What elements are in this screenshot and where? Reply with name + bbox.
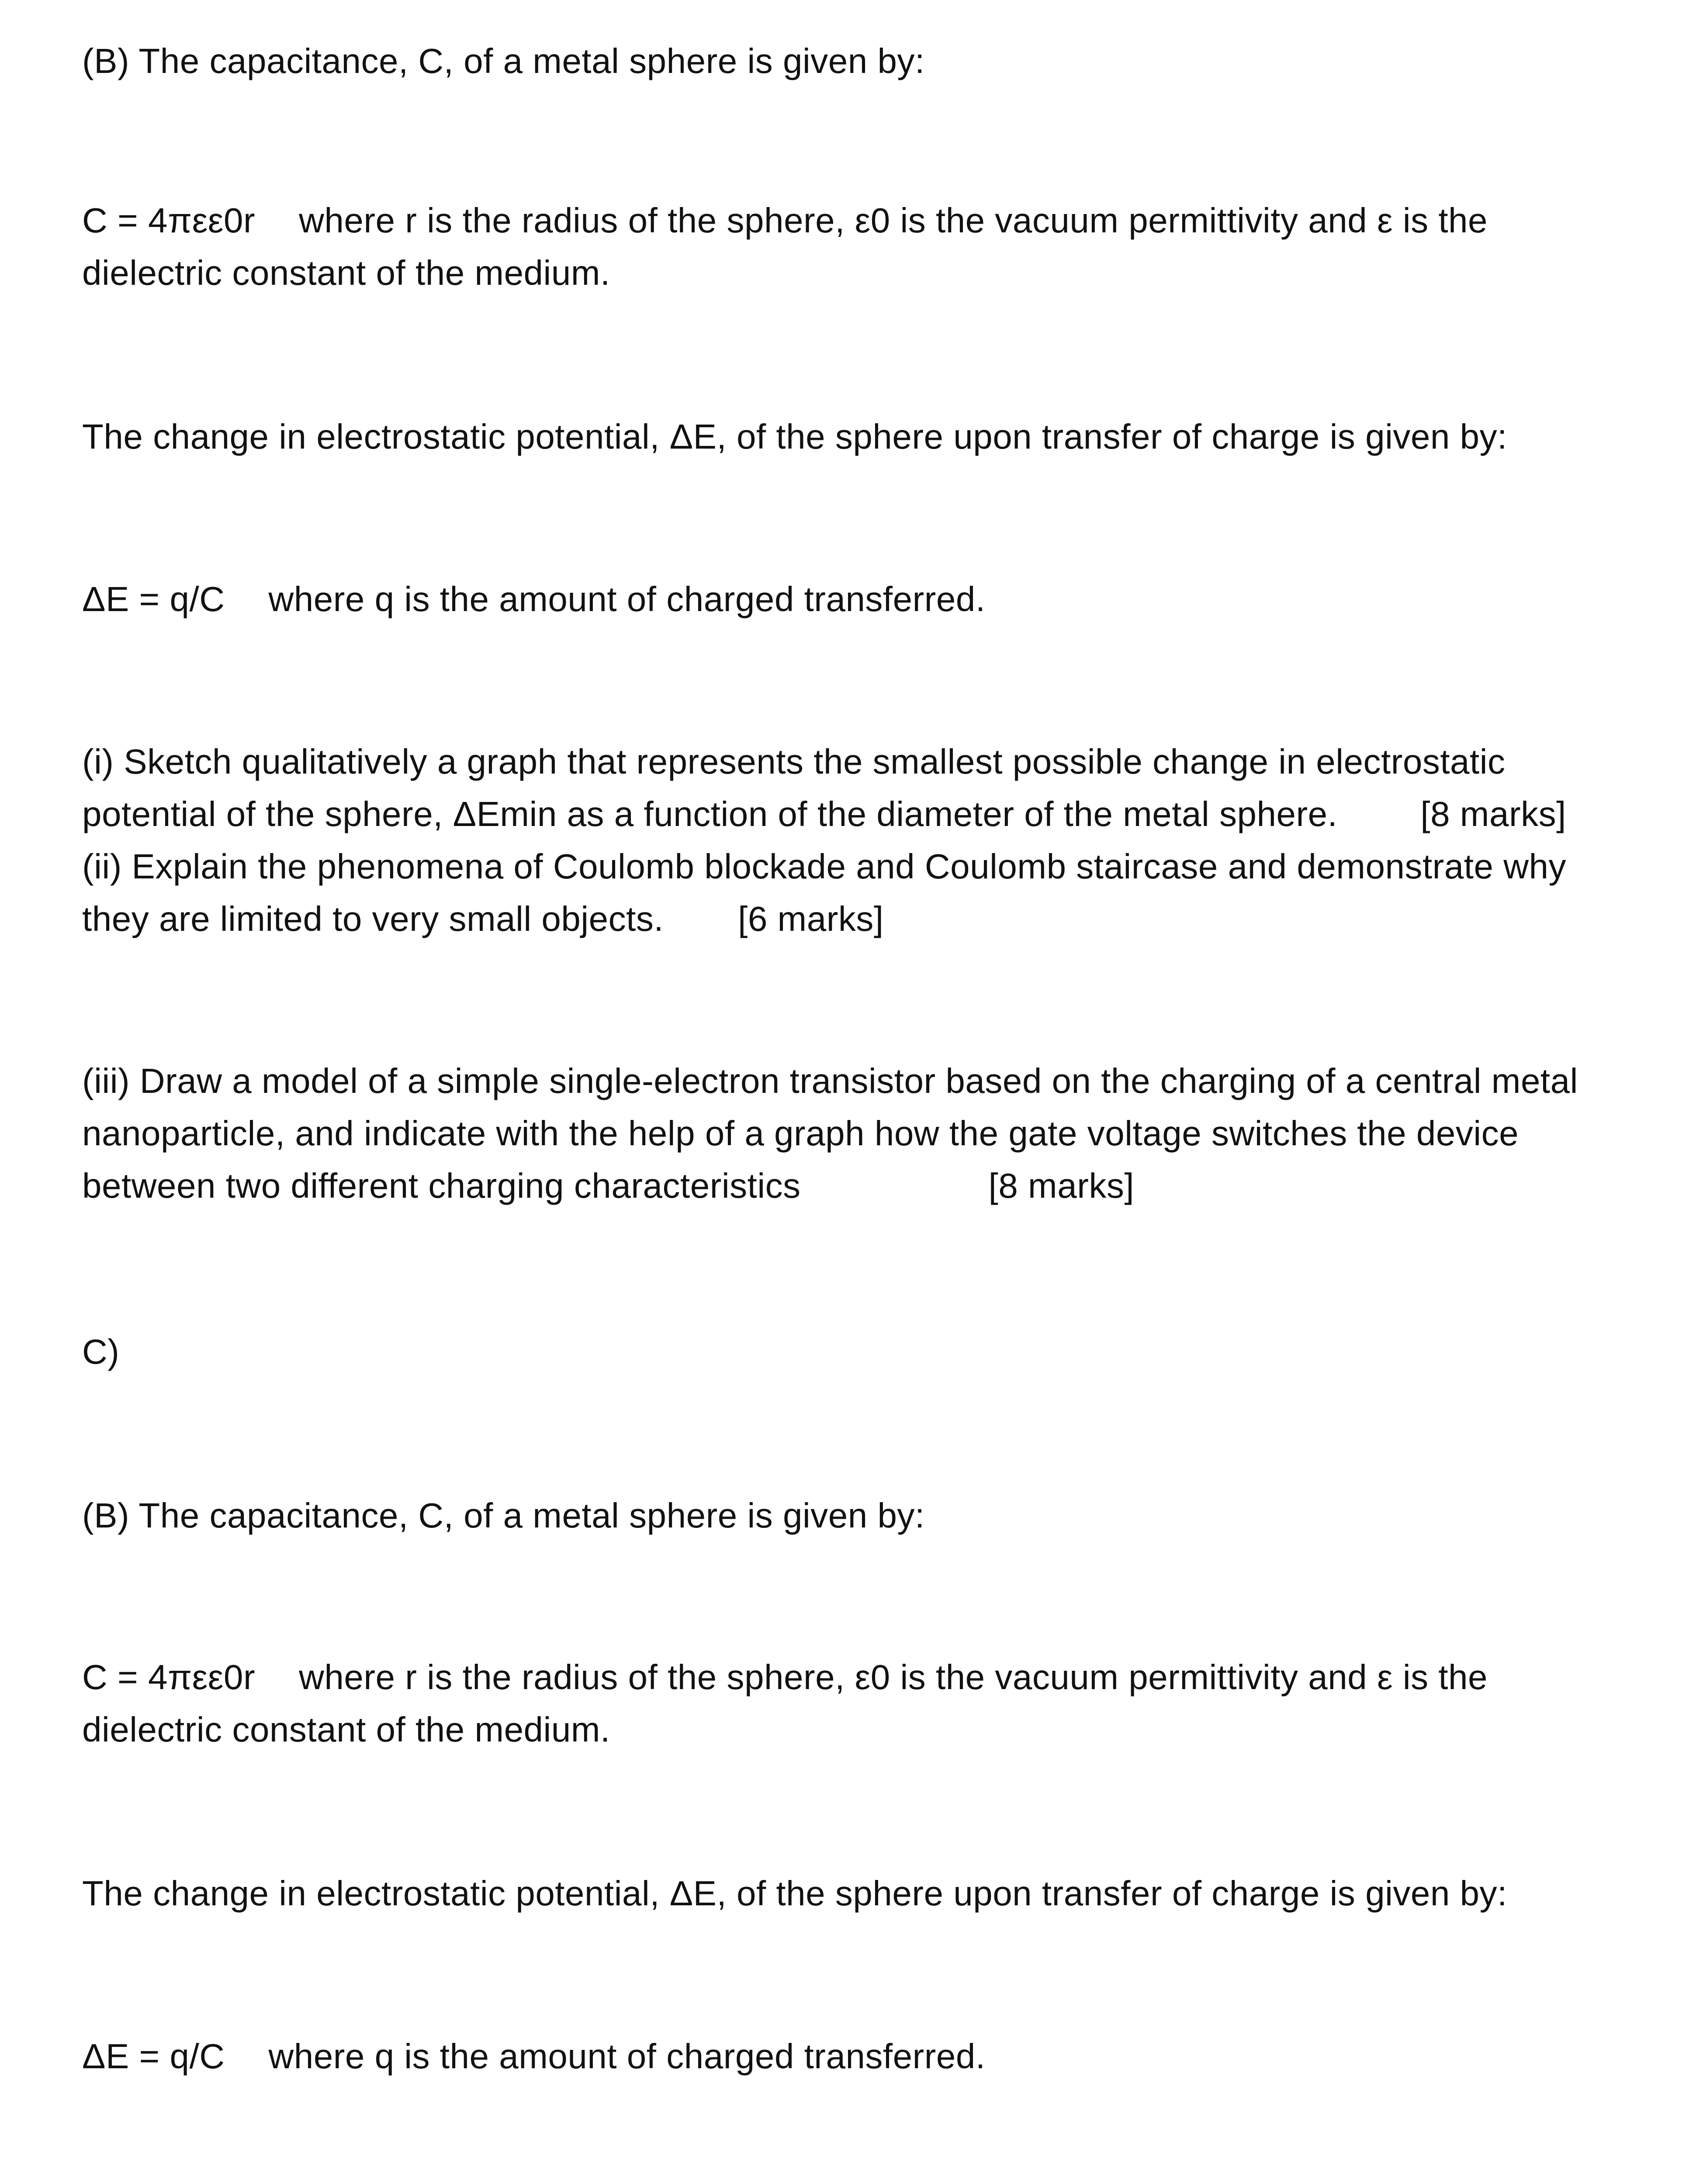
delta-e-formula: ΔE = q/C	[82, 580, 225, 619]
capacitance-formula-description-2: where r is the radius of the sphere, ε0 is the vacuum permittivity and ε is the	[299, 1658, 1488, 1697]
potential-intro-2	[82, 1867, 1646, 1920]
capacitance-formula-block-2	[82, 1651, 1646, 1756]
capacitance-formula-description-continued-2: dielectric constant of the medium.	[82, 1710, 610, 1749]
capacitance-formula-description: where r is the radius of the sphere, ε0 is the vacuum permittivity and ε is the	[299, 201, 1488, 240]
delta-e-description-2: where q is the amount of charged transferred.	[268, 2037, 986, 2076]
delta-e-formula-block-2	[82, 2030, 1646, 2083]
question-iii-marks: [8 marks]	[988, 1166, 1135, 1205]
question-iii-line-1: (iii) Draw a model of a simple single-electron transistor based on the charging of a central metal	[82, 1061, 1578, 1100]
capacitance-formula-block	[82, 194, 1646, 299]
question-iii-line-3: between two different charging characteristics	[82, 1166, 801, 1205]
capacitance-intro-text-2: (B) The capacitance, C, of a metal sphere is given by:	[82, 1496, 925, 1535]
question-i-line-2: potential of the sphere, ΔEmin as a function of the diameter of the metal sphere.	[82, 795, 1338, 833]
question-iii-line-2: nanoparticle, and indicate with the help of a graph how the gate voltage switches the device	[82, 1114, 1519, 1153]
question-i-sketch	[82, 736, 1646, 945]
capacitance-formula: C = 4πεε0r	[82, 201, 256, 240]
delta-e-formula-2: ΔE = q/C	[82, 2037, 225, 2076]
delta-e-description: where q is the amount of charged transferred.	[268, 580, 986, 619]
question-ii-line-2: they are limited to very small objects.	[82, 899, 664, 938]
section-c-label: C)	[82, 1332, 120, 1371]
potential-intro	[82, 411, 1646, 463]
capacitance-intro-text: (B) The capacitance, C, of a metal sphere is given by:	[82, 41, 925, 80]
potential-intro-text: The change in electrostatic potential, ΔE, of the sphere upon transfer of charge is given by:	[82, 417, 1507, 456]
capacitance-formula-2: C = 4πεε0r	[82, 1658, 256, 1697]
section-c-heading	[82, 1326, 1646, 1378]
question-ii-marks: [6 marks]	[738, 899, 884, 938]
capacitance-formula-line	[82, 194, 1646, 247]
question-ii-line-1: (ii) Explain the phenomena of Coulomb blockade and Coulomb staircase and demonstrate why	[82, 847, 1567, 886]
capacitance-intro	[82, 35, 1646, 87]
question-i-line-1: (i) Sketch qualitatively a graph that represents the smallest possible change in electrostatic	[82, 742, 1506, 781]
capacitance-intro-2	[82, 1489, 1646, 1542]
delta-e-formula-block	[82, 573, 1646, 625]
potential-intro-text-2: The change in electrostatic potential, ΔE, of the sphere upon transfer of charge is given by:	[82, 1874, 1507, 1913]
question-iii-transistor	[82, 1055, 1646, 1212]
question-i-marks: [8 marks]	[1420, 795, 1566, 833]
capacitance-formula-description-continued: dielectric constant of the medium.	[82, 253, 610, 292]
